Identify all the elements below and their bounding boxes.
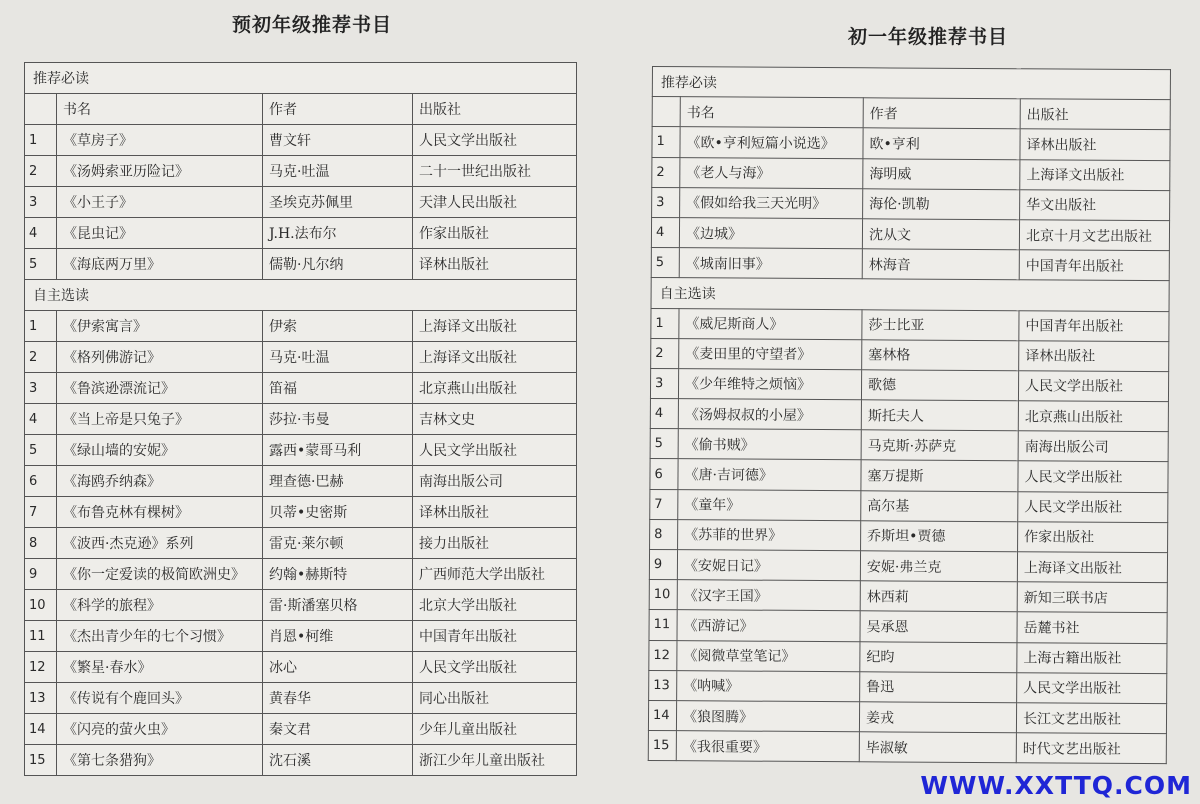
book-publisher: 人民文学出版社 bbox=[413, 125, 577, 156]
num: 3 bbox=[650, 368, 678, 398]
header-author: 作者 bbox=[863, 98, 1020, 129]
book-publisher: 北京大学出版社 bbox=[413, 590, 577, 621]
book-author: 纪昀 bbox=[860, 641, 1017, 672]
book-author: J.H.法布尔 bbox=[263, 218, 413, 249]
section-required-label: 推荐必读 bbox=[652, 67, 1170, 100]
header-title: 书名 bbox=[57, 94, 263, 125]
book-row bbox=[25, 590, 577, 621]
book-title: 《伊索寓言》 bbox=[57, 311, 263, 342]
book-publisher: 广西师范大学出版社 bbox=[413, 559, 577, 590]
header-row bbox=[25, 94, 577, 125]
header-title: 书名 bbox=[680, 97, 863, 128]
book-row bbox=[25, 404, 577, 435]
book-row bbox=[25, 342, 577, 373]
book-publisher: 中国青年出版社 bbox=[413, 621, 577, 652]
book-row bbox=[652, 187, 1170, 220]
book-author: 秦文君 bbox=[263, 714, 413, 745]
book-title: 《布鲁克林有棵树》 bbox=[57, 497, 263, 528]
book-publisher: 人民文学出版社 bbox=[1018, 491, 1168, 522]
book-author: 黄春华 bbox=[263, 683, 413, 714]
book-author: 海伦·凯勒 bbox=[863, 189, 1020, 220]
num: 6 bbox=[25, 466, 57, 497]
book-title: 《你一定爱读的极简欧洲史》 bbox=[57, 559, 263, 590]
book-author: 马克·吐温 bbox=[263, 156, 413, 187]
section-optional-label: 自主选读 bbox=[651, 278, 1169, 311]
book-publisher: 南海出版公司 bbox=[413, 466, 577, 497]
book-author: 姜戎 bbox=[859, 702, 1016, 733]
book-title: 《传说有个鹿回头》 bbox=[57, 683, 263, 714]
num: 14 bbox=[25, 714, 57, 745]
book-author: 冰心 bbox=[263, 652, 413, 683]
num: 10 bbox=[649, 580, 677, 610]
book-row bbox=[649, 580, 1167, 613]
book-row bbox=[25, 435, 577, 466]
book-row bbox=[650, 489, 1168, 522]
section-optional-row bbox=[651, 278, 1169, 311]
section-required-row bbox=[652, 67, 1170, 100]
book-row bbox=[25, 466, 577, 497]
header-row bbox=[652, 97, 1170, 130]
book-author: 塞林格 bbox=[862, 339, 1019, 370]
book-author: 莎士比亚 bbox=[862, 309, 1019, 340]
num: 15 bbox=[25, 745, 57, 776]
book-row bbox=[25, 652, 577, 683]
num: 5 bbox=[25, 435, 57, 466]
num: 9 bbox=[649, 549, 677, 579]
header-author: 作者 bbox=[263, 94, 413, 125]
book-publisher: 译林出版社 bbox=[413, 497, 577, 528]
book-row bbox=[650, 368, 1168, 401]
book-author: 圣埃克苏佩里 bbox=[263, 187, 413, 218]
num: 11 bbox=[25, 621, 57, 652]
book-author: 笛福 bbox=[263, 373, 413, 404]
book-title: 《我很重要》 bbox=[676, 731, 859, 762]
book-row bbox=[651, 248, 1169, 281]
book-title: 《汉字王国》 bbox=[677, 580, 860, 611]
header-publisher: 出版社 bbox=[1020, 99, 1170, 130]
num: 4 bbox=[651, 217, 679, 247]
num: 1 bbox=[652, 127, 680, 157]
book-title: 《草房子》 bbox=[57, 125, 263, 156]
section-optional-row bbox=[25, 280, 577, 311]
title-left: 预初年级推荐书目 bbox=[232, 14, 393, 36]
book-title: 《唐·吉诃德》 bbox=[678, 459, 861, 490]
book-publisher: 时代文艺出版社 bbox=[1016, 733, 1166, 764]
book-publisher: 长江文艺出版社 bbox=[1016, 703, 1166, 734]
book-publisher: 作家出版社 bbox=[1018, 522, 1168, 553]
num: 8 bbox=[25, 528, 57, 559]
book-publisher: 译林出版社 bbox=[413, 249, 577, 280]
book-author: 约翰•赫斯特 bbox=[263, 559, 413, 590]
book-author: 塞万提斯 bbox=[861, 460, 1018, 491]
book-row bbox=[652, 127, 1170, 160]
book-title: 《安妮日记》 bbox=[677, 550, 860, 581]
book-publisher: 二十一世纪出版社 bbox=[413, 156, 577, 187]
book-publisher: 上海古籍出版社 bbox=[1017, 642, 1167, 673]
num: 1 bbox=[25, 125, 57, 156]
book-author: 沈从文 bbox=[862, 219, 1019, 250]
num: 5 bbox=[25, 249, 57, 280]
book-title: 《呐喊》 bbox=[677, 670, 860, 701]
book-author: 斯托夫人 bbox=[861, 400, 1018, 431]
book-title: 《假如给我三天光明》 bbox=[680, 187, 863, 218]
book-title: 《威尼斯商人》 bbox=[679, 308, 862, 339]
book-row bbox=[648, 731, 1166, 764]
num: 11 bbox=[649, 610, 677, 640]
book-title: 《童年》 bbox=[678, 489, 861, 520]
book-row bbox=[25, 621, 577, 652]
book-title: 《昆虫记》 bbox=[57, 218, 263, 249]
book-title: 《苏菲的世界》 bbox=[678, 519, 861, 550]
book-publisher: 人民文学出版社 bbox=[1017, 672, 1167, 703]
header-blank bbox=[652, 97, 680, 127]
book-title: 《小王子》 bbox=[57, 187, 263, 218]
book-title: 《汤姆叔叔的小屋》 bbox=[678, 399, 861, 430]
num: 1 bbox=[651, 308, 679, 338]
num: 5 bbox=[650, 429, 678, 459]
book-author: 安妮·弗兰克 bbox=[860, 551, 1017, 582]
num: 7 bbox=[650, 489, 678, 519]
book-author: 露西•蒙哥马利 bbox=[263, 435, 413, 466]
book-publisher: 人民文学出版社 bbox=[1018, 461, 1168, 492]
book-publisher: 译林出版社 bbox=[1020, 129, 1170, 160]
book-title: 《边城》 bbox=[679, 218, 862, 249]
book-author: 曹文轩 bbox=[263, 125, 413, 156]
num: 7 bbox=[25, 497, 57, 528]
num: 2 bbox=[651, 338, 679, 368]
book-row bbox=[25, 745, 577, 776]
num: 2 bbox=[652, 157, 680, 187]
num: 4 bbox=[25, 218, 57, 249]
book-title: 《偷书贼》 bbox=[678, 429, 861, 460]
book-publisher: 天津人民出版社 bbox=[413, 187, 577, 218]
book-title: 《科学的旅程》 bbox=[57, 590, 263, 621]
book-publisher: 吉林文史 bbox=[413, 404, 577, 435]
num: 4 bbox=[25, 404, 57, 435]
book-author: 欧•亨利 bbox=[863, 128, 1020, 159]
book-author: 沈石溪 bbox=[263, 745, 413, 776]
book-row bbox=[25, 249, 577, 280]
book-publisher: 作家出版社 bbox=[413, 218, 577, 249]
header-publisher: 出版社 bbox=[413, 94, 577, 125]
book-title: 《老人与海》 bbox=[680, 157, 863, 188]
book-title: 《杰出青少年的七个习惯》 bbox=[57, 621, 263, 652]
book-title: 《鲁滨逊漂流记》 bbox=[57, 373, 263, 404]
book-publisher: 南海出版公司 bbox=[1018, 431, 1168, 462]
book-title: 《繁星·春水》 bbox=[57, 652, 263, 683]
watermark: WWW.XXTTQ.COM bbox=[920, 771, 1192, 800]
num: 8 bbox=[650, 519, 678, 549]
book-row bbox=[649, 549, 1167, 582]
book-row bbox=[651, 338, 1169, 371]
book-table-left bbox=[24, 62, 577, 776]
num: 2 bbox=[25, 156, 57, 187]
book-author: 鲁迅 bbox=[860, 672, 1017, 703]
book-title: 《汤姆索亚历险记》 bbox=[57, 156, 263, 187]
book-publisher: 上海译文出版社 bbox=[413, 311, 577, 342]
num: 2 bbox=[25, 342, 57, 373]
book-author: 马克·吐温 bbox=[263, 342, 413, 373]
num: 13 bbox=[649, 670, 677, 700]
book-title: 《城南旧事》 bbox=[679, 248, 862, 279]
book-table-right bbox=[648, 66, 1171, 764]
book-row bbox=[650, 519, 1168, 552]
num: 12 bbox=[649, 640, 677, 670]
num: 1 bbox=[25, 311, 57, 342]
book-author: 雷·斯潘塞贝格 bbox=[263, 590, 413, 621]
book-author: 毕淑敏 bbox=[859, 732, 1016, 763]
book-author: 雷克·莱尔顿 bbox=[263, 528, 413, 559]
num: 5 bbox=[651, 248, 679, 278]
book-row bbox=[651, 217, 1169, 250]
num: 6 bbox=[650, 459, 678, 489]
book-publisher: 人民文学出版社 bbox=[1018, 371, 1168, 402]
book-author: 伊索 bbox=[263, 311, 413, 342]
book-row bbox=[25, 187, 577, 218]
section-optional-label: 自主选读 bbox=[25, 280, 577, 311]
book-row bbox=[25, 311, 577, 342]
book-row bbox=[651, 308, 1169, 341]
book-publisher: 上海译文出版社 bbox=[1020, 159, 1170, 190]
book-publisher: 译林出版社 bbox=[1019, 340, 1169, 371]
book-publisher: 北京燕山出版社 bbox=[1018, 401, 1168, 432]
num: 3 bbox=[25, 373, 57, 404]
book-publisher: 北京十月文艺出版社 bbox=[1019, 220, 1169, 251]
book-title: 《当上帝是只兔子》 bbox=[57, 404, 263, 435]
book-publisher: 华文出版社 bbox=[1020, 189, 1170, 220]
book-row bbox=[650, 399, 1168, 432]
num: 10 bbox=[25, 590, 57, 621]
book-author: 贝蒂•史密斯 bbox=[263, 497, 413, 528]
book-publisher: 少年儿童出版社 bbox=[413, 714, 577, 745]
book-row bbox=[650, 459, 1168, 492]
num: 4 bbox=[650, 399, 678, 429]
book-title: 《狼图腾》 bbox=[676, 701, 859, 732]
num: 3 bbox=[25, 187, 57, 218]
book-row bbox=[25, 559, 577, 590]
book-publisher: 上海译文出版社 bbox=[413, 342, 577, 373]
book-row bbox=[25, 125, 577, 156]
book-row bbox=[649, 640, 1167, 673]
header-blank bbox=[25, 94, 57, 125]
book-author: 莎拉·韦曼 bbox=[263, 404, 413, 435]
book-row bbox=[648, 700, 1166, 733]
book-row bbox=[25, 683, 577, 714]
title-right: 初一年级推荐书目 bbox=[848, 26, 1009, 48]
book-title: 《麦田里的守望者》 bbox=[679, 338, 862, 369]
book-title: 《波西·杰克逊》系列 bbox=[57, 528, 263, 559]
num: 12 bbox=[25, 652, 57, 683]
book-publisher: 人民文学出版社 bbox=[413, 435, 577, 466]
book-author: 理查德·巴赫 bbox=[263, 466, 413, 497]
book-row bbox=[652, 157, 1170, 190]
book-publisher: 新知三联书店 bbox=[1017, 582, 1167, 613]
book-row bbox=[649, 670, 1167, 703]
book-title: 《西游记》 bbox=[677, 610, 860, 641]
book-row bbox=[25, 714, 577, 745]
book-author: 林海音 bbox=[862, 249, 1019, 280]
book-author: 马克斯·苏萨克 bbox=[861, 430, 1018, 461]
book-author: 高尔基 bbox=[861, 490, 1018, 521]
book-author: 海明威 bbox=[863, 158, 1020, 189]
section-required-label: 推荐必读 bbox=[25, 63, 577, 94]
book-row bbox=[650, 429, 1168, 462]
book-title: 《海鸥乔纳森》 bbox=[57, 466, 263, 497]
book-title: 《欧•亨利短篇小说选》 bbox=[680, 127, 863, 158]
book-title: 《闪亮的萤火虫》 bbox=[57, 714, 263, 745]
book-publisher: 岳麓书社 bbox=[1017, 612, 1167, 643]
section-required-row bbox=[25, 63, 577, 94]
book-row bbox=[25, 373, 577, 404]
book-title: 《绿山墙的安妮》 bbox=[57, 435, 263, 466]
book-publisher: 北京燕山出版社 bbox=[413, 373, 577, 404]
book-title: 《格列佛游记》 bbox=[57, 342, 263, 373]
book-author: 林西莉 bbox=[860, 581, 1017, 612]
book-title: 《阅微草堂笔记》 bbox=[677, 640, 860, 671]
book-publisher: 浙江少年儿童出版社 bbox=[413, 745, 577, 776]
book-publisher: 接力出版社 bbox=[413, 528, 577, 559]
book-row bbox=[25, 156, 577, 187]
book-author: 肖恩•柯维 bbox=[263, 621, 413, 652]
book-title: 《少年维特之烦恼》 bbox=[678, 369, 861, 400]
num: 15 bbox=[648, 731, 676, 761]
book-publisher: 中国青年出版社 bbox=[1019, 250, 1169, 281]
book-row bbox=[25, 218, 577, 249]
book-row bbox=[649, 610, 1167, 643]
num: 13 bbox=[25, 683, 57, 714]
book-publisher: 上海译文出版社 bbox=[1017, 552, 1167, 583]
book-title: 《海底两万里》 bbox=[57, 249, 263, 280]
book-author: 歌德 bbox=[861, 370, 1018, 401]
book-publisher: 同心出版社 bbox=[413, 683, 577, 714]
book-author: 吴承恩 bbox=[860, 611, 1017, 642]
num: 14 bbox=[648, 700, 676, 730]
book-publisher: 人民文学出版社 bbox=[413, 652, 577, 683]
book-title: 《第七条猎狗》 bbox=[57, 745, 263, 776]
book-row bbox=[25, 528, 577, 559]
book-row bbox=[25, 497, 577, 528]
num: 3 bbox=[652, 187, 680, 217]
book-author: 儒勒·凡尔纳 bbox=[263, 249, 413, 280]
book-author: 乔斯坦•贾德 bbox=[861, 521, 1018, 552]
num: 9 bbox=[25, 559, 57, 590]
book-publisher: 中国青年出版社 bbox=[1019, 310, 1169, 341]
